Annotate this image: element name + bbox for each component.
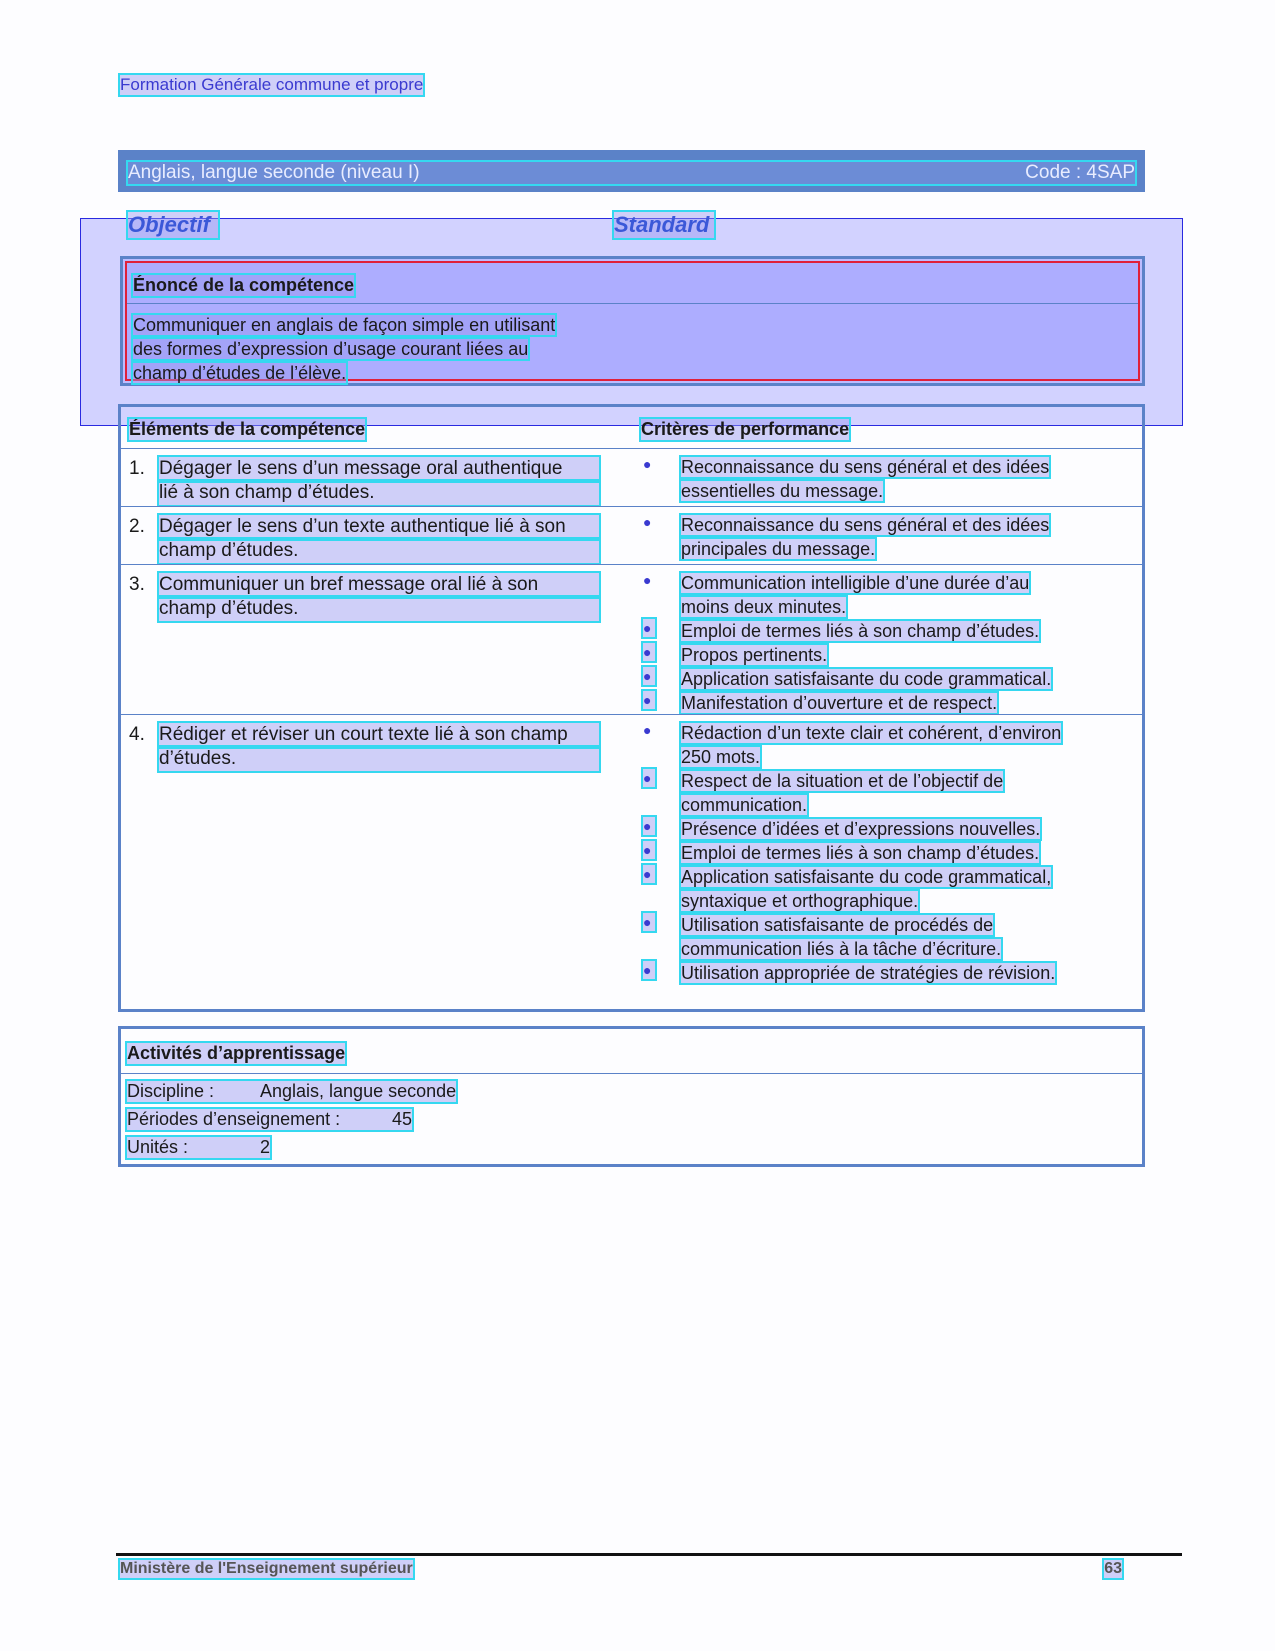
- criterion: ● Emploi de termes liés à son champ d’études.: [643, 620, 1040, 641]
- criterion: ● Reconnaissance du sens général et des idées principales du message.: [643, 514, 1050, 559]
- element-line: Rédiger et réviser un court texte lié à son champ: [159, 723, 599, 747]
- element-line: Dégager le sens d’un texte authentique lié à son: [159, 515, 599, 539]
- element-line: champ d’études.: [159, 539, 599, 563]
- element-number: 2.: [129, 516, 145, 537]
- elements-heading: Éléments de la compétence: [129, 419, 366, 439]
- criterion: ● Communication intelligible d’une durée d’au moins deux minutes.: [643, 572, 1030, 617]
- criteria-heading: Critères de performance: [641, 419, 850, 439]
- bullet-icon: ●: [643, 667, 655, 685]
- bullet-icon: ●: [643, 619, 655, 637]
- objective-standard-labels: [128, 212, 748, 236]
- activites-heading: Activités d’apprentissage: [127, 1043, 346, 1063]
- enonce-line: Communiquer en anglais de façon simple en utilisant: [133, 315, 556, 335]
- criterion: ● Reconnaissance du sens général et des idées essentielles du message.: [643, 456, 1050, 501]
- bullet-icon: ●: [643, 572, 652, 588]
- bullet-icon: ●: [643, 643, 655, 661]
- footer: [120, 1560, 1122, 1578]
- criterion: ● Manifestation d’ouverture et de respect.: [643, 692, 998, 713]
- criteria-list: [641, 455, 1121, 503]
- periodes-line: [127, 1109, 412, 1130]
- footer-ministry: Ministère de l'Enseignement supérieur: [120, 1560, 413, 1577]
- divider: [127, 303, 1138, 304]
- running-head: Formation Générale commune et propre: [120, 75, 424, 94]
- criteria-list: [641, 571, 1121, 715]
- element-number: 4.: [129, 724, 145, 745]
- unites-value: 2: [260, 1137, 271, 1157]
- divider: [121, 1073, 1142, 1074]
- activites-box: [118, 1026, 1145, 1167]
- element-number: 1.: [129, 458, 145, 479]
- objectif-label: Objectif: [128, 212, 218, 238]
- bullet-icon: ●: [643, 691, 655, 709]
- element-number: 3.: [129, 574, 145, 595]
- element-line: lié à son champ d’études.: [159, 481, 599, 505]
- element-line: champ d’études.: [159, 597, 599, 621]
- bullet-icon: ●: [643, 865, 655, 883]
- table-row: [121, 714, 1142, 1007]
- criterion: ● Utilisation satisfaisante de procédés de communication liés à la tâche d’écriture.: [643, 914, 1002, 959]
- criterion: ● Emploi de termes liés à son champ d’études.: [643, 842, 1040, 863]
- periodes-label: Périodes d’enseignement :: [127, 1109, 341, 1129]
- bullet-icon: ●: [643, 961, 655, 979]
- unites-label: Unités :: [127, 1137, 189, 1157]
- table-row: [121, 448, 1142, 507]
- criterion: ● Respect de la situation et de l’objectif de communication.: [643, 770, 1004, 815]
- element-line: d’études.: [159, 747, 599, 771]
- course-title: Anglais, langue seconde (niveau I): [128, 162, 420, 183]
- bullet-icon: ●: [643, 456, 652, 472]
- bullet-icon: ●: [643, 913, 655, 931]
- periodes-value: 45: [392, 1109, 413, 1129]
- course-code: Code : 4SAP: [1025, 162, 1135, 183]
- table-row: [121, 564, 1142, 715]
- unites-line: [127, 1137, 270, 1158]
- discipline-value: Anglais, langue seconde: [260, 1081, 457, 1101]
- criteria-list: [641, 513, 1121, 561]
- criterion: ● Propos pertinents.: [643, 644, 828, 665]
- elements-table: [118, 404, 1145, 1012]
- enonce-heading: Énoncé de la compétence: [133, 275, 355, 295]
- bullet-icon: ●: [643, 722, 652, 738]
- element-line: Communiquer un bref message oral lié à son: [159, 573, 599, 597]
- criterion: ● Présence d’idées et d’expressions nouvelles.: [643, 818, 1041, 839]
- element-text: [129, 723, 599, 771]
- element-text: [129, 515, 599, 563]
- enonce-text: [133, 313, 613, 385]
- course-bar: [118, 150, 1145, 192]
- criterion: ● Utilisation appropriée de stratégies de révision.: [643, 962, 1056, 983]
- table-row: [121, 506, 1142, 565]
- discipline-line: [127, 1081, 456, 1102]
- element-text: [129, 457, 599, 505]
- enonce-line: des formes d’expression d’usage courant liées au: [133, 339, 529, 359]
- criterion: ● Application satisfaisante du code grammatical, syntaxique et orthographique.: [643, 866, 1052, 911]
- page-number: 63: [1104, 1560, 1122, 1577]
- enonce-line: champ d’études de l’élève.: [133, 363, 347, 383]
- enonce-box: [120, 256, 1145, 386]
- standard-label: Standard: [614, 212, 714, 238]
- footer-rule: [116, 1553, 1182, 1556]
- element-line: Dégager le sens d’un message oral authentique: [159, 457, 599, 481]
- bullet-icon: ●: [643, 769, 655, 787]
- element-text: [129, 573, 599, 621]
- criterion: ● Rédaction d’un texte clair et cohérent, d’environ 250 mots.: [643, 722, 1062, 767]
- criterion: ● Application satisfaisante du code grammatical.: [643, 668, 1052, 689]
- bullet-icon: ●: [643, 514, 652, 530]
- bullet-icon: ●: [643, 841, 655, 859]
- discipline-label: Discipline :: [127, 1081, 215, 1101]
- enonce-highlight: [125, 261, 1140, 381]
- criteria-list: [641, 721, 1121, 985]
- bullet-icon: ●: [643, 817, 655, 835]
